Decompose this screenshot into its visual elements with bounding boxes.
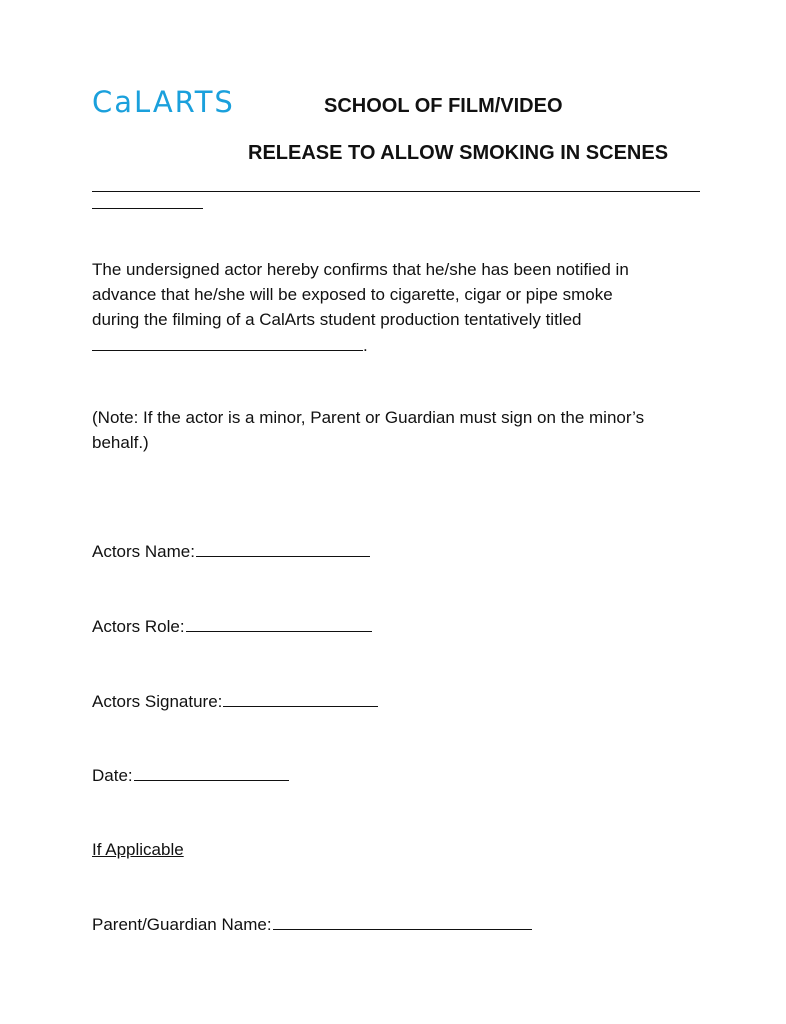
paragraph-line: advance that he/she will be exposed to cigarette, cigar or pipe smoke xyxy=(92,285,613,304)
header-rule-short xyxy=(92,208,203,209)
calarts-logo: CaLARTS xyxy=(92,85,235,119)
actors-name-blank[interactable] xyxy=(196,540,370,557)
paragraph-line: during the filming of a CalArts student production tentatively titled xyxy=(92,310,582,329)
release-paragraph xyxy=(92,257,629,358)
date-label: Date: xyxy=(92,766,133,785)
parent-guardian-name-field xyxy=(92,913,532,937)
header-rule xyxy=(92,191,700,192)
parent-guardian-name-blank[interactable] xyxy=(273,913,532,930)
actors-role-label: Actors Role: xyxy=(92,617,185,636)
production-title-line xyxy=(92,332,629,358)
actors-name-label: Actors Name: xyxy=(92,542,195,561)
note-line: behalf.) xyxy=(92,433,149,452)
document-title: RELEASE TO ALLOW SMOKING IN SCENES xyxy=(248,142,669,164)
production-title-blank[interactable] xyxy=(92,332,363,351)
school-heading: SCHOOL OF FILM/VIDEO xyxy=(324,95,563,117)
actors-role-field xyxy=(92,615,372,639)
date-field xyxy=(92,764,289,788)
parent-guardian-name-label: Parent/Guardian Name: xyxy=(92,915,272,934)
if-applicable-heading: If Applicable xyxy=(92,840,184,859)
date-blank[interactable] xyxy=(134,764,289,781)
actors-name-field xyxy=(92,540,370,564)
paragraph-end: . xyxy=(363,336,368,355)
note-line: (Note: If the actor is a minor, Parent or Guardian must sign on the minor’s xyxy=(92,408,645,427)
actors-role-blank[interactable] xyxy=(186,615,372,632)
paragraph-line: The undersigned actor hereby confirms that he/she has been notified in xyxy=(92,260,629,279)
actors-signature-label: Actors Signature: xyxy=(92,692,223,711)
minor-note xyxy=(92,405,644,455)
actors-signature-blank[interactable] xyxy=(223,690,378,707)
actors-signature-field xyxy=(92,690,378,714)
